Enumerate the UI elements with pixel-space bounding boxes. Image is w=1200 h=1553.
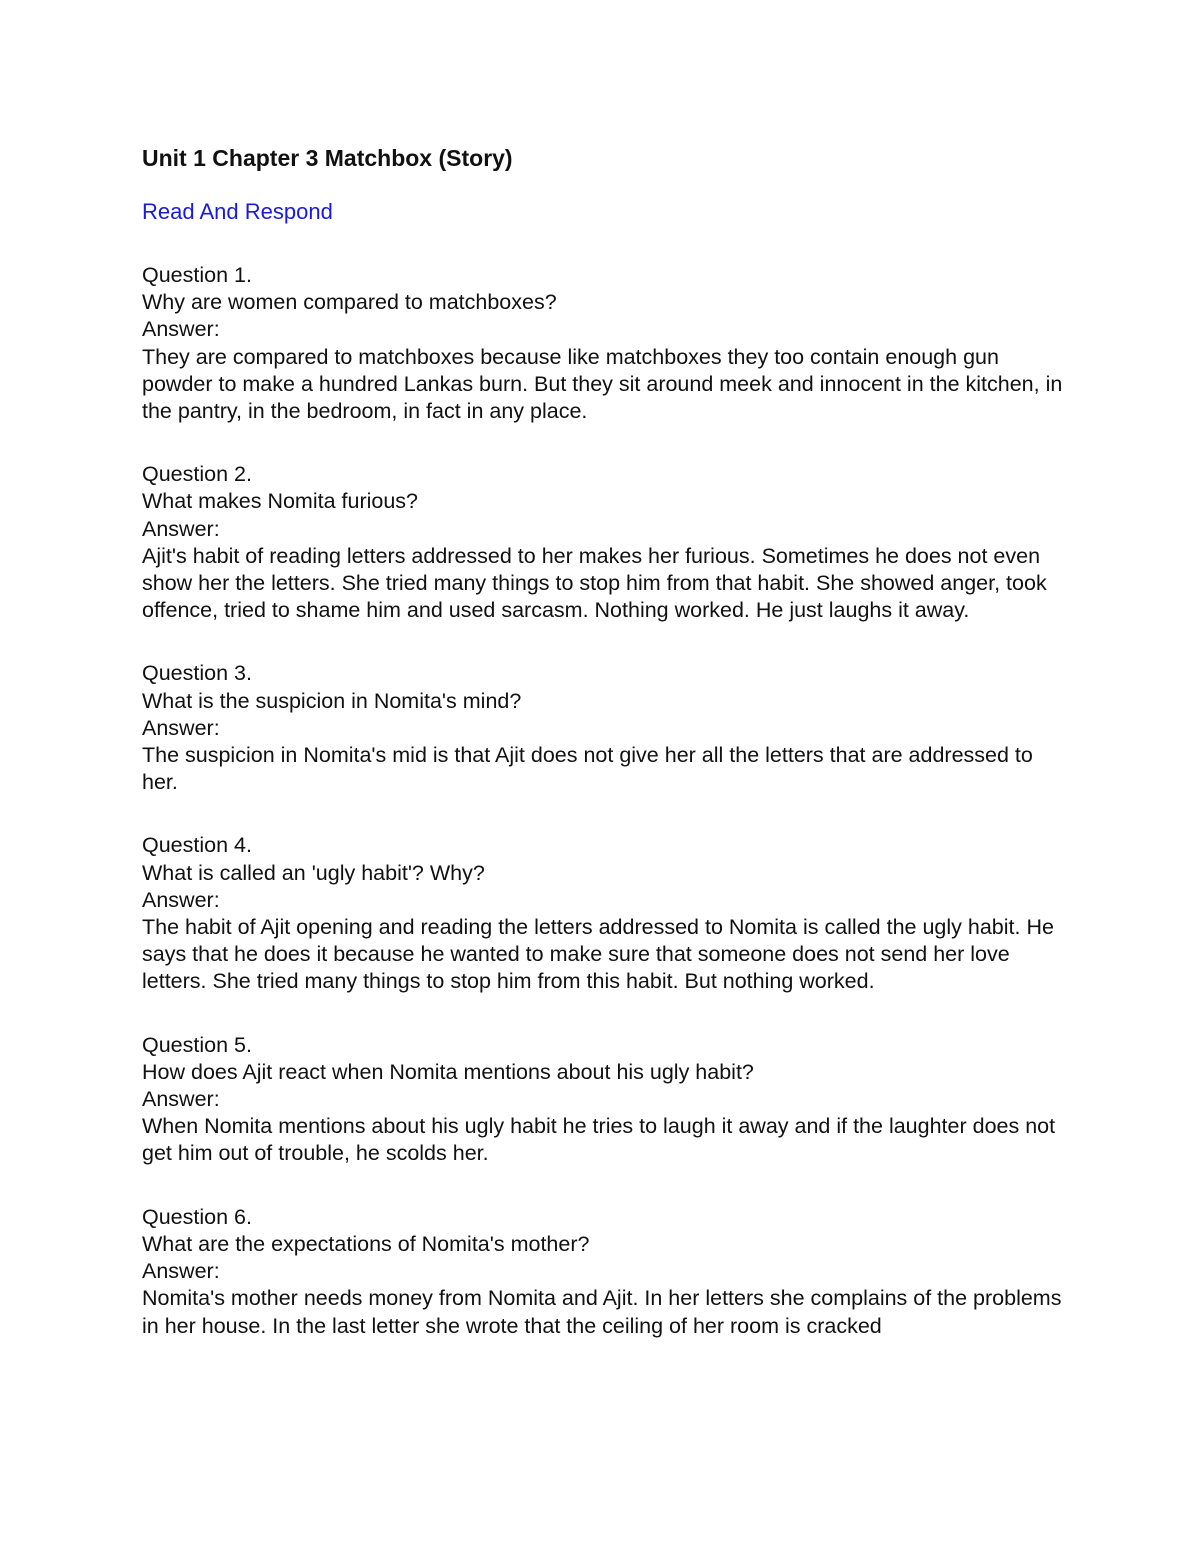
question-text: Why are women compared to matchboxes? xyxy=(142,290,557,315)
question-label: Question 3. xyxy=(142,661,252,686)
question-block-5 xyxy=(142,1032,1072,1168)
answer-text: They are compared to matchboxes because like matchboxes they too contain enough gun powder to make a hundred Lankas burn. But they sit around meek and innocent in the kitchen, in the pantry, in the bedroom, in fact in any place. xyxy=(142,344,1063,424)
question-label: Question 4. xyxy=(142,833,252,858)
answer-label: Answer: xyxy=(142,516,220,541)
answer-text: The habit of Ajit opening and reading the letters addressed to Nomita is called the ugly habit. He says that he does it because he wanted to make sure that someone does not send her love letters. She tried many things to stop him from this habit. But nothing worked. xyxy=(142,915,1054,994)
answer-label: Answer: xyxy=(142,715,220,740)
question-text: How does Ajit react when Nomita mentions about his ugly habit? xyxy=(142,1059,754,1084)
question-block-3 xyxy=(142,660,1072,796)
answer-label: Answer: xyxy=(142,317,220,342)
answer-text: Nomita's mother needs money from Nomita and Ajit. In her letters she complains of the problems in her house. In the last letter she wrote that the ceiling of her room is cracked xyxy=(142,1286,1062,1338)
answer-label: Answer: xyxy=(142,1087,220,1112)
question-text: What is the suspicion in Nomita's mind? xyxy=(142,688,522,713)
answer-label: Answer: xyxy=(142,887,220,912)
question-text: What is called an 'ugly habit'? Why? xyxy=(142,860,485,885)
question-block-4 xyxy=(142,832,1072,995)
answer-text: The suspicion in Nomita's mid is that Ajit does not give her all the letters that are addressed to her. xyxy=(142,743,1033,795)
question-text: What makes Nomita furious? xyxy=(142,489,419,514)
answer-text: When Nomita mentions about his ugly habit he tries to laugh it away and if the laughter does not get him out of trouble, he scolds her. xyxy=(142,1114,1056,1166)
answer-label: Answer: xyxy=(142,1259,220,1284)
question-block-6 xyxy=(142,1204,1072,1340)
question-block-1 xyxy=(142,262,1072,425)
question-list xyxy=(142,262,1072,1340)
question-label: Question 6. xyxy=(142,1204,252,1229)
question-label: Question 1. xyxy=(142,263,252,287)
document-title: Unit 1 Chapter 3 Matchbox (Story) xyxy=(142,145,513,171)
question-label: Question 5. xyxy=(142,1032,252,1057)
question-text: What are the expectations of Nomita's mother? xyxy=(142,1231,590,1256)
document-page xyxy=(142,142,1072,1340)
question-block-2 xyxy=(142,461,1072,624)
answer-text: Ajit's habit of reading letters addressed to her makes her furious. Sometimes he does not even show her the letters. She tried many things to stop him from that habit. She showed anger, took offence, tried to shame him and used sarcasm. Nothing worked. He just laughs it away. xyxy=(142,543,1047,623)
question-label: Question 2. xyxy=(142,462,252,487)
read-and-respond-link[interactable]: Read And Respond xyxy=(142,199,333,224)
